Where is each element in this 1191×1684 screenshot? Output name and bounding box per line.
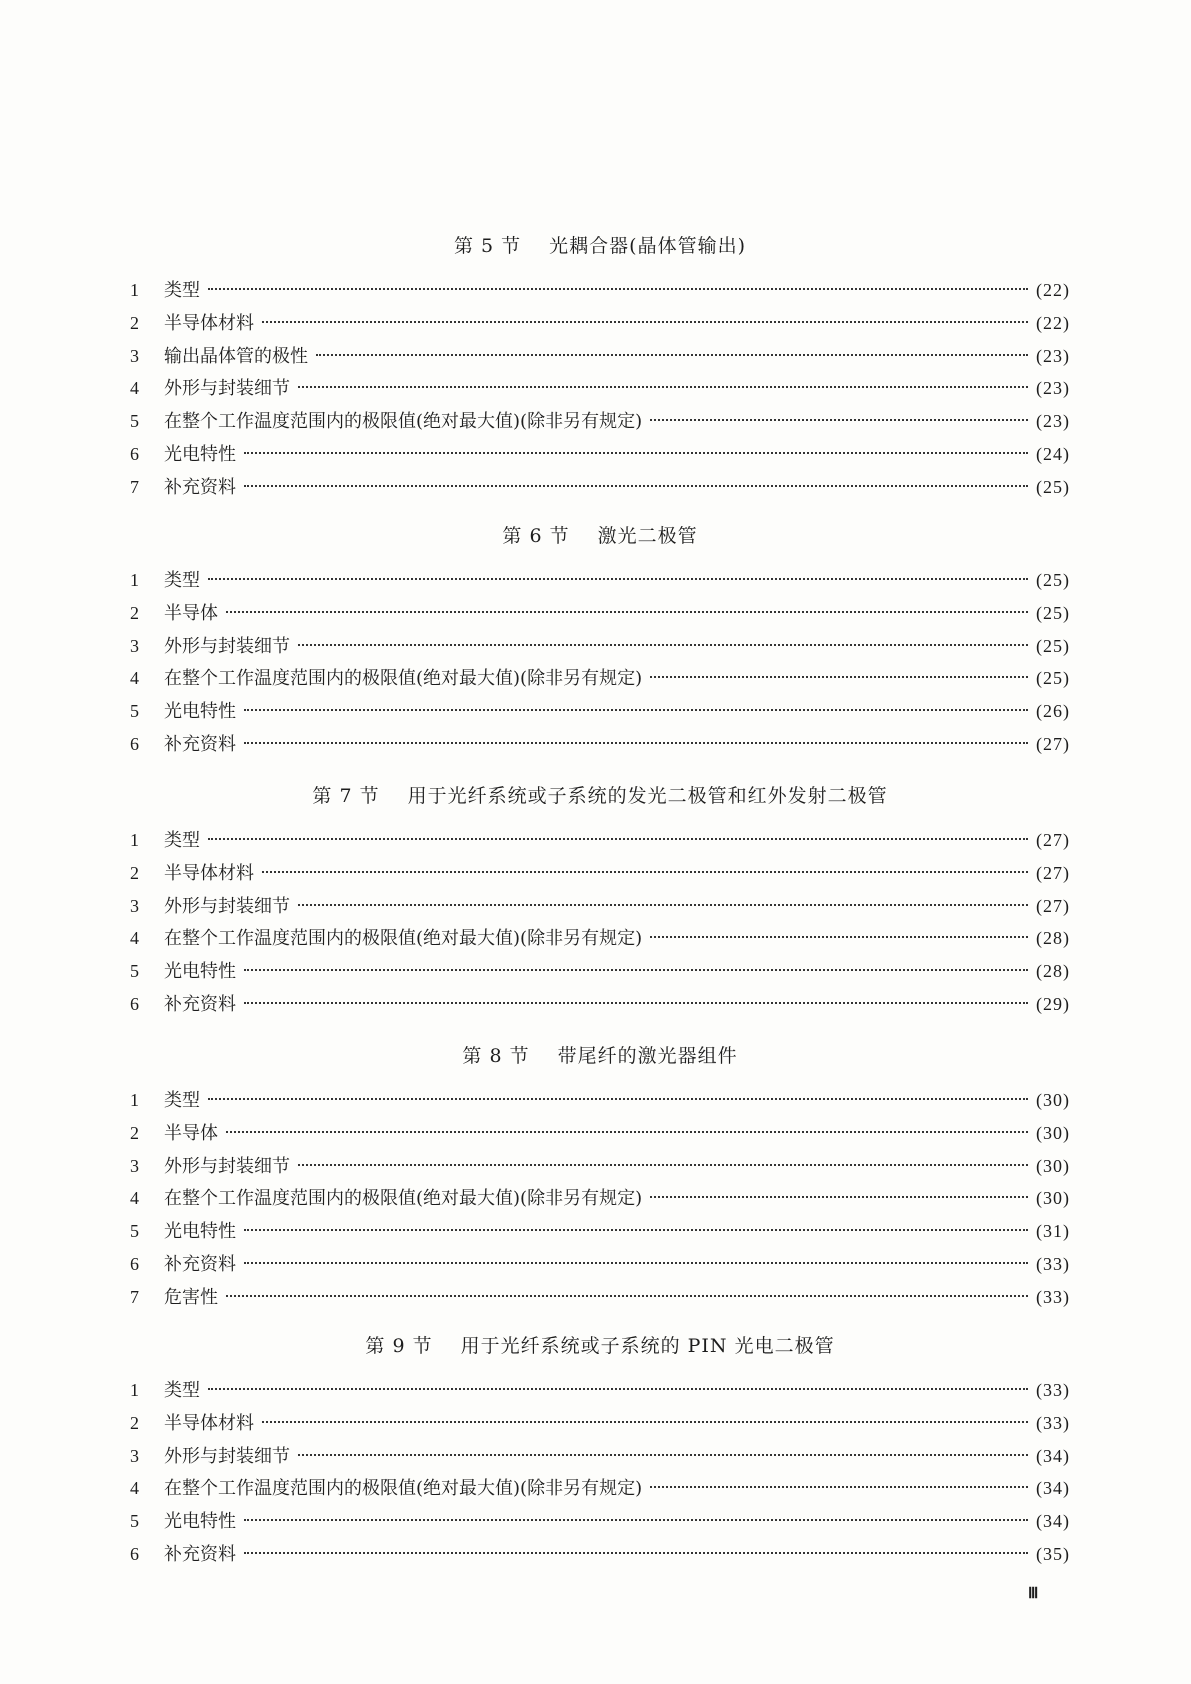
entry-label: 外形与封装细节 [164, 895, 290, 917]
entry-index: 4 [130, 1478, 139, 1499]
entry-index: 4 [130, 1188, 139, 1209]
entry-label: 外形与封装细节 [164, 1445, 290, 1467]
toc-entry[interactable] [130, 890, 1070, 923]
dot-leader [244, 709, 1028, 711]
entry-label: 补充资料 [164, 476, 236, 498]
toc-entry[interactable] [130, 824, 1070, 857]
entry-index: 1 [130, 830, 139, 850]
toc-entry[interactable] [130, 662, 1070, 695]
section-heading [130, 1036, 1070, 1076]
entry-label: 半导体材料 [164, 1412, 254, 1434]
toc-entry[interactable] [130, 1117, 1070, 1150]
toc-entry[interactable] [130, 1248, 1070, 1281]
entry-index: 7 [130, 476, 139, 497]
entry-page: (30) [1036, 1090, 1070, 1110]
section-heading [130, 776, 1070, 816]
toc-section-9 [130, 1326, 1070, 1571]
entry-label: 外形与封装细节 [164, 378, 290, 400]
entry-page: (27) [1036, 830, 1070, 850]
entry-page: (30) [1036, 1188, 1070, 1209]
page-number: Ⅲ [1028, 1586, 1039, 1602]
entry-page: (30) [1036, 1122, 1070, 1143]
entry-page: (29) [1036, 993, 1070, 1014]
entry-page: (23) [1036, 345, 1070, 366]
toc-entry[interactable] [130, 1505, 1070, 1538]
entry-label: 外形与封装细节 [164, 635, 290, 657]
section-title: 激光二极管 [597, 525, 698, 547]
section-number: 第 7 节 [312, 785, 380, 807]
entry-label: 在整个工作温度范围内的极限值(绝对最大值)(除非另有规定) [164, 668, 643, 690]
entry-label: 光电特性 [164, 443, 236, 465]
entry-label: 在整个工作温度范围内的极限值(绝对最大值)(除非另有规定) [164, 1478, 643, 1500]
toc-section-6 [130, 516, 1070, 761]
dot-leader [244, 1262, 1028, 1264]
entry-index: 6 [130, 1543, 139, 1564]
entry-index: 5 [130, 701, 139, 722]
entry-label: 外形与封装细节 [164, 1155, 290, 1177]
entry-label: 半导体 [164, 1122, 218, 1144]
entry-label: 半导体材料 [164, 862, 254, 884]
entry-label: 光电特性 [164, 961, 236, 983]
toc-entry[interactable] [130, 564, 1070, 597]
toc-entry[interactable] [130, 1472, 1070, 1505]
entry-page: (25) [1036, 602, 1070, 623]
section-number: 第 9 节 [365, 1335, 433, 1357]
entry-page: (33) [1036, 1412, 1070, 1433]
toc-entry[interactable] [130, 630, 1070, 663]
entry-index: 4 [130, 668, 139, 689]
entry-page: (22) [1036, 312, 1070, 333]
dot-leader [298, 644, 1028, 646]
entry-index: 6 [130, 1253, 139, 1274]
entry-page: (33) [1036, 1253, 1070, 1274]
entry-page: (26) [1036, 701, 1070, 722]
entry-label: 危害性 [164, 1286, 218, 1308]
entry-index: 3 [130, 345, 139, 366]
dot-leader [262, 871, 1028, 873]
toc-entry[interactable] [130, 1281, 1070, 1314]
entry-page: (25) [1036, 635, 1070, 656]
dot-leader [226, 1131, 1028, 1133]
entry-label: 在整个工作温度范围内的极限值(绝对最大值)(除非另有规定) [164, 928, 643, 950]
dot-leader [244, 452, 1028, 454]
entry-index: 5 [130, 1511, 139, 1532]
toc-entry[interactable] [130, 307, 1070, 340]
dot-leader [244, 1002, 1028, 1004]
entry-index: 5 [130, 411, 139, 432]
entry-index: 5 [130, 1221, 139, 1242]
entry-index: 6 [130, 443, 139, 464]
section-heading [130, 1326, 1070, 1366]
entry-index: 2 [130, 1412, 139, 1433]
entry-index: 3 [130, 895, 139, 916]
entry-page: (28) [1036, 961, 1070, 982]
entry-index: 6 [130, 993, 139, 1014]
dot-leader [244, 485, 1028, 487]
entry-page: (30) [1036, 1155, 1070, 1176]
dot-leader [650, 1486, 1028, 1488]
entry-page: (33) [1036, 1286, 1070, 1307]
dot-leader [262, 1421, 1028, 1423]
toc-entry[interactable] [130, 922, 1070, 955]
entry-page: (27) [1036, 862, 1070, 883]
entry-label: 补充资料 [164, 733, 236, 755]
dot-leader [650, 676, 1028, 678]
section-heading [130, 226, 1070, 266]
entry-index: 3 [130, 635, 139, 656]
entry-index: 4 [130, 928, 139, 949]
toc-entry[interactable] [130, 988, 1070, 1021]
entry-label: 光电特性 [164, 1221, 236, 1243]
dot-leader [316, 354, 1028, 356]
entry-label: 类型 [164, 1090, 200, 1111]
entry-page: (25) [1036, 668, 1070, 689]
section-title: 用于光纤系统或子系统的发光二极管和红外发射二极管 [407, 785, 888, 807]
entry-label: 类型 [164, 570, 200, 591]
toc-entry[interactable] [130, 1538, 1070, 1571]
dot-leader [244, 742, 1028, 744]
entry-label: 光电特性 [164, 701, 236, 723]
dot-leader [208, 578, 1028, 580]
entry-page: (25) [1036, 476, 1070, 497]
entry-page: (25) [1036, 570, 1070, 590]
toc-entry[interactable] [130, 1150, 1070, 1183]
entry-page: (28) [1036, 928, 1070, 949]
entry-page: (33) [1036, 1380, 1070, 1400]
entry-page: (22) [1036, 280, 1070, 300]
dot-leader [226, 611, 1028, 613]
dot-leader [208, 1098, 1028, 1100]
section-number: 第 5 节 [454, 235, 522, 257]
dot-leader [298, 1454, 1028, 1456]
entry-index: 2 [130, 862, 139, 883]
entry-label: 类型 [164, 830, 200, 851]
toc-entry[interactable] [130, 405, 1070, 438]
entry-index: 1 [130, 1380, 139, 1400]
toc-entry[interactable] [130, 274, 1070, 307]
dot-leader [244, 1552, 1028, 1554]
entry-label: 输出晶体管的极性 [164, 345, 308, 367]
entry-index: 2 [130, 602, 139, 623]
entry-page: (27) [1036, 895, 1070, 916]
toc-entry[interactable] [130, 372, 1070, 405]
toc-entry[interactable] [130, 471, 1070, 504]
toc-entry[interactable] [130, 728, 1070, 761]
dot-leader [226, 1295, 1028, 1297]
toc-entry[interactable] [130, 857, 1070, 890]
toc-entry[interactable] [130, 1407, 1070, 1440]
dot-leader [244, 969, 1028, 971]
entry-page: (24) [1036, 443, 1070, 464]
dot-leader [244, 1519, 1028, 1521]
entry-page: (34) [1036, 1478, 1070, 1499]
entry-page: (27) [1036, 733, 1070, 754]
section-title: 带尾纤的激光器组件 [557, 1045, 738, 1067]
dot-leader [650, 419, 1028, 421]
entry-page: (35) [1036, 1543, 1070, 1564]
entry-index: 3 [130, 1445, 139, 1466]
entry-label: 半导体材料 [164, 312, 254, 334]
entry-label: 半导体 [164, 602, 218, 624]
dot-leader [298, 1164, 1028, 1166]
entry-index: 2 [130, 1122, 139, 1143]
toc-entry[interactable] [130, 597, 1070, 630]
toc-entry[interactable] [130, 1440, 1070, 1473]
entry-label: 补充资料 [164, 1253, 236, 1275]
entry-label: 补充资料 [164, 1543, 236, 1565]
entry-index: 4 [130, 378, 139, 399]
section-number: 第 8 节 [462, 1045, 530, 1067]
toc-section-5 [130, 226, 1070, 504]
dot-leader [650, 1196, 1028, 1198]
section-title: 光耦合器(晶体管输出) [549, 235, 746, 257]
section-title: 用于光纤系统或子系统的 PIN 光电二极管 [460, 1335, 835, 1357]
toc-entry[interactable] [130, 955, 1070, 988]
dot-leader [208, 288, 1028, 290]
entry-page: (31) [1036, 1221, 1070, 1242]
toc-entry[interactable] [130, 1374, 1070, 1407]
toc-entry[interactable] [130, 695, 1070, 728]
entry-index: 1 [130, 1090, 139, 1110]
entry-page: (23) [1036, 411, 1070, 432]
entry-index: 7 [130, 1286, 139, 1307]
entry-page: (34) [1036, 1445, 1070, 1466]
entry-label: 光电特性 [164, 1511, 236, 1533]
entry-page: (23) [1036, 378, 1070, 399]
dot-leader [208, 838, 1028, 840]
entry-index: 1 [130, 570, 139, 590]
section-number: 第 6 节 [502, 525, 570, 547]
toc-entry[interactable] [130, 1182, 1070, 1215]
entry-index: 3 [130, 1155, 139, 1176]
toc-section-8 [130, 1036, 1070, 1314]
dot-leader [298, 386, 1028, 388]
section-heading [130, 516, 1070, 556]
entry-index: 1 [130, 280, 139, 300]
entry-page: (34) [1036, 1511, 1070, 1532]
entry-label: 类型 [164, 280, 200, 301]
dot-leader [650, 936, 1028, 938]
entry-index: 5 [130, 961, 139, 982]
entry-index: 6 [130, 733, 139, 754]
dot-leader [244, 1229, 1028, 1231]
entry-index: 2 [130, 312, 139, 333]
toc-section-7 [130, 776, 1070, 1021]
dot-leader [208, 1388, 1028, 1390]
entry-label: 补充资料 [164, 993, 236, 1015]
toc-entry[interactable] [130, 340, 1070, 373]
entry-label: 类型 [164, 1380, 200, 1401]
dot-leader [298, 904, 1028, 906]
dot-leader [262, 321, 1028, 323]
entry-label: 在整个工作温度范围内的极限值(绝对最大值)(除非另有规定) [164, 411, 643, 433]
toc-entry[interactable] [130, 1084, 1070, 1117]
entry-label: 在整个工作温度范围内的极限值(绝对最大值)(除非另有规定) [164, 1188, 643, 1210]
toc-entry[interactable] [130, 1215, 1070, 1248]
toc-entry[interactable] [130, 438, 1070, 471]
